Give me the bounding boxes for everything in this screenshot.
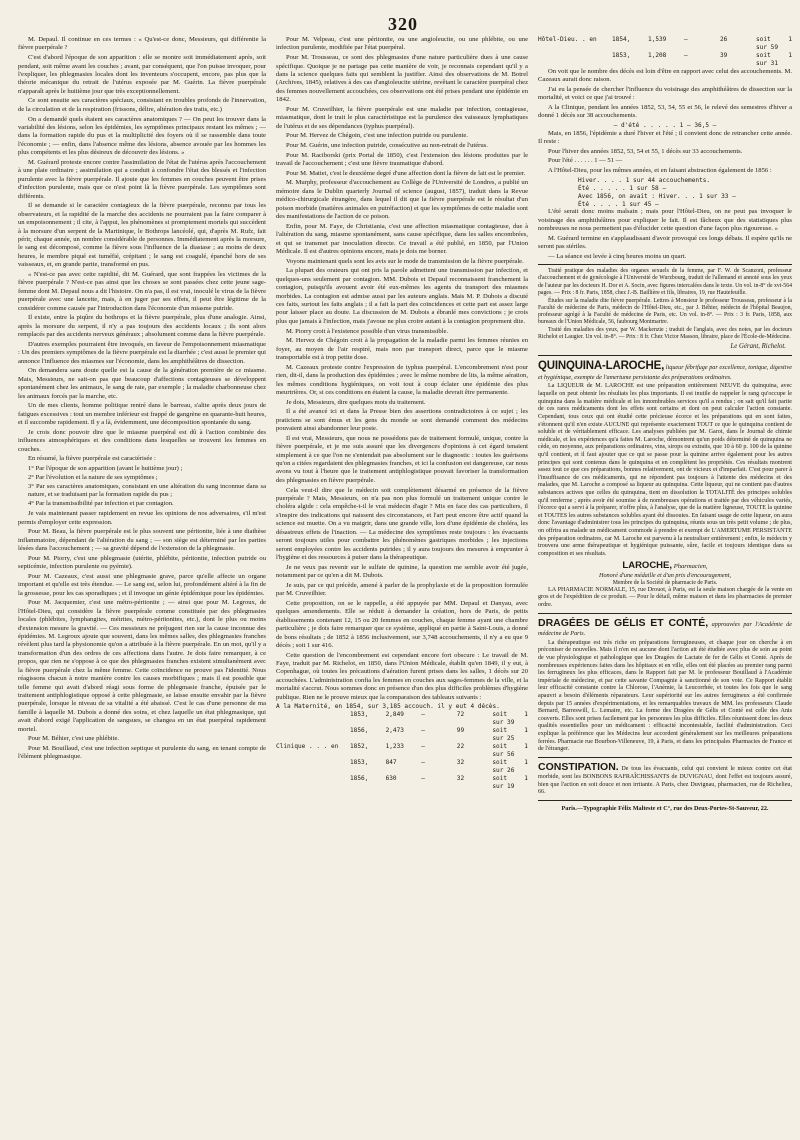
left-paragraphs-2 <box>18 510 266 762</box>
stats-births: 1,208 <box>648 51 667 59</box>
stats-label <box>276 711 350 727</box>
paragraph: Pour M. Guérin, une infection putride, consécutive au non-retrait de l'utérus. <box>286 142 488 149</box>
ad-quinquina-subtitle: liqueur fébrifuge par excellence, tonique, digestive et hygiénique, exempte de l'amertume persistante des préparations ordinaires. <box>538 364 792 381</box>
gerant-signature: Le Gérant, Richelot. <box>730 343 786 351</box>
ad-quinquina-name: LAROCHE, <box>622 559 673 571</box>
stats-ratio: soit 1 sur 39 <box>492 711 528 727</box>
paragraph: J'ai eu la pensée de chercher l'influence du voisinage des amphithéâtres de dissection sur la mortalité, et voici ce que j'ai trouvé : <box>538 85 792 102</box>
paragraph: Pour M. Cruveilhier, la fièvre puerpérale est une maladie par infection, contagieuse, miasmatique, dont le trait le plus caractéristique est la purulence des vaisseaux lymphatiques de l'utérus et de ses dépendances (typhus puerpéral). <box>276 105 528 130</box>
paragraph: Il existe, entre la piqûre du bothrops et la fièvre puerpérale, plus d'une analogie. Ainsi, après la morsure du serpent, il n'y a pas toujours des accidents locaux ; ils sont alors remplacés par des accidents nerveux généraux ; absolument comme dans la fièvre puerpérale. <box>18 314 266 339</box>
left-column <box>18 36 266 1118</box>
stats-ratio: soit 1 sur 59 <box>756 36 792 51</box>
paragraph: Mais, en 1856, l'épidémie a duré l'hiver et l'été ; il convient donc de retrancher cette année. Il reste : <box>538 129 792 146</box>
stats-line: Été . . . . 1 sur 45 — <box>578 200 659 208</box>
paragraph: Il est vrai, Messieurs, que nous ne possédons pas de traitement formulé, unique, contre la fièvre puerpérale, et je me suis assuré que les divergences d'opinions à cet égard tenaient simplement à ce que l'on ne s'entendait pas absolument sur le diagnostic : toutes les guérisons qu'on a citées regardaient des phlegmasies franches, et ici la confusion est dangereuse, car nous avons vu tout à l'heure que le traitement antiphlogistique pouvait favoriser la transformation des phlegmasies en fièvre puerpérale. <box>276 434 528 484</box>
ad-constipation-body: De tous les évacuants, celui qui convient le mieux contre cet état morbide, sont les BONBONS RAFRAÎCHISSANTS de DUVIGNAU, dont l'effet est toujours assuré, bien que l'action en soit douce et non irritante. A Paris, chez Duvignau, pharmacien, rue de Richelieu, 66. <box>538 765 792 796</box>
paragraph: Cette proposition, on se le rappelle, a été appuyée par MM. Depaul et Danyau, avec quelques amendements. Elle se réduit à demander la création, hors de Paris, de petits établissements contenant 12, 15 ou 20 femmes en couches, chaque femme ayant une chambre particulière ; je dois faire remarquer que ce système, appliqué en partie à Saint-Louis, a donné de bons résultats ; de 1852 à 1856 inclusivement, sur 3,748 accouchements, il n'y a eu que 9 décès ; soit 1 sur 416. <box>276 599 528 649</box>
paragraph: A la Clinique, pendant les années 1852, 53, 54, 55 et 56, le relevé des semestres d'hiver a donné 1 décès sur 38 accouchements. <box>538 103 792 120</box>
stats-deaths: 32 <box>456 758 465 766</box>
stats-births: 2,849 <box>385 711 404 719</box>
paragraph: M. Guérard termine en s'applaudissant d'avoir provoqué ces longs débats. Il espère qu'ils ne seront pas stériles. <box>538 234 792 251</box>
ete-line: — d'été . . . . . 1 — 36,5 — <box>613 121 717 129</box>
paragraph: Pour M. Mattei, c'est le deuxième degré d'une affection dont la fièvre de lait est le premier. <box>286 169 526 177</box>
stats-row <box>276 759 528 775</box>
stats-row <box>538 52 792 68</box>
stats-row <box>276 727 528 743</box>
paragraph: Pour M. Beau, la fièvre puerpérale est le plus souvent une péritonite, liée à une diathèse inflammatoire, dépendant de l'altération du sang ; — son siège est déterminé par les parties lésées dans l'accouchement ; — sa gravité dépend de l'extension de la phlegmasie. <box>18 528 266 552</box>
paragraph: Pour M. Trousseau, ce sont des phlegmasies d'une nature particulière dues à une cause spécifique. Quoique je ne partage pas cette manière de voir, je reconnais cependant qu'il y a dans la science quelques faits qui semblent la justifier. Ainsi des observations de M. Botrel (Archives, 1845), relatives à des cas d'angioleucite utérine, revêtant le caractère puerpéral chez des femmes nouvellement accouchées, ces observations ont été prises pendant une épidémie en 1842. <box>276 54 528 104</box>
paragraph: M. Piorry croit à l'existence possible d'un virus transmissible. <box>286 327 449 335</box>
stats-ratio: soit 1 sur 25 <box>492 727 528 743</box>
stats-label: Hôtel-Dieu. . en <box>538 36 597 43</box>
page-number: 320 <box>388 14 418 34</box>
ad-quinquina-honor: Honoré d'une médaille et d'un prix d'encouragement, <box>599 571 731 579</box>
stats-births: 847 <box>385 758 397 766</box>
summary-list <box>18 465 266 509</box>
stats-rows <box>276 711 528 790</box>
left-paragraphs <box>18 36 266 464</box>
paragraph: L'été serait donc moins malsain ; mais pour l'Hôtel-Dieu, on ne peut pas invoquer le voisinage des amphithéâtres pour expliquer le fait. Il est fâcheux que des statistiques plus nombreuses ne nous permettent pas d'élucider cette question d'une façon plus rigoureuse. » <box>538 208 792 233</box>
paragraph: Pour M. Hervez de Chégoin, c'est une infection putride ou purulente. <box>286 132 468 140</box>
paragraph: Traité pratique des maladies des organes sexuels de la femme, par F. W. de Scanzoni, professeur d'accouchement et de gynécologie à l'Université de Wurzbourg, traduit de l'allemand et annoté sous les yeux de l'auteur par les docteurs H. Dor et A. Socin, avec figures intercalées dans le texte. Un vol. in-8° de xvi-564 pages. — Prix : 8 fr. Paris, 1858, chez J.-B. Baillière et fils, libraires, 19, rue Hautefeuille. <box>538 268 792 296</box>
paragraph: Un de mes clients, homme politique rentré dans le barreau, s'alite après deux jours de fatigues excessives : tout un membre inférieur est frappé de gangrène en quarante-huit heures, et il succombe rapidement. Il y a là, évidemment, une décomposition spontanée du sang. <box>18 402 266 427</box>
stats-deaths: 99 <box>456 727 465 735</box>
stats-dash: — <box>684 36 688 43</box>
stats-year: 1854, <box>612 36 631 43</box>
ad-constipation-title: CONSTIPATION. <box>538 760 619 773</box>
paragraph: Pour M. Bouillaud, c'est une infection septique et purulente du sang, en tenant compte de l'élément phlegmasique. <box>18 745 266 761</box>
ad-dragees <box>538 617 792 754</box>
ad-quinquina-title: QUINQUINA-LAROCHE, <box>538 360 665 373</box>
hotel-dieu-seasonal-stats <box>538 177 792 209</box>
stats-label <box>276 759 350 775</box>
ad-dragees-title: DRAGÉES DE GÉLIS ET CONTÉ, <box>538 616 709 629</box>
paragraph: — La séance est levée à cinq heures moins un quart. <box>548 252 687 260</box>
ad-quinquina-body: La LIQUEUR de M. LAROCHE est une préparation entièrement NEUVE du quinquina, avec laquelle on peut obtenir les résultats les plus importants. Il est inutile de rappeler le rang qu'occupe le quinquina dans la matière médicale et les innombrables services qu'il a rendus ; on sait qu'il fait partie de ces rares médicaments dont les effets sont certains et dont on peut calculer l'action constante. Cependant, tous ceux qui ont étudié cette précieuse écorce et les préparations qui en sont faites, s'étonnent qu'il n'en existe AUCUNE qui représente exactement TOUT ce que le quinquina contient de soluble et de véritablement efficace. Les analyses publiées par M. Garot, dans le Journal de chimie médicale, et les expériences qu'a faites M. Laroche, démontrent qu'un poids déterminé de quinquina ne cède, en moyenne, aux préparations ordinaires, vins, sirops ou extraits, que 10 à 60 p. 100 de la quinine qu'il contient, et il faut ajouter que ce qui se passe pour la quinine arrive également pour les autres principes qui sont contenus dans le quinquina et en complètent les propriétés. Ces résultats montrent assez tout ce que ces préparations, bonnes relativement, ont de vicieux et d'imparfait. C'est pour parer à l'insuffisance de ces médicaments, qui ne répondent pas toujours à l'attente des médecins et des malades, que M. Laroche a composé sa liqueur au quinquina. Cette liqueur, qui ne contient pas d'autres substances actives que celles du quinquina, tient en dissolution la TOTALITÉ des principes solubles qu'il renferme ; après avoir été soumise à de nombreuses opérations et traitée par des véhicules variés, l'écorce qui a servi à la préparer, n'offre plus, à l'analyse, que de la matière ligneuse, TOUTE la quinine et TOUTES les autres substances solubles ayant été dissoutes. En faisant usage de cette liqueur, on aura donc l'avantage d'administrer tous les principes du quinquina, réunis sous un très petit volume ; de plus, on offrira au malade un médicament commode à prendre et exempt de L'AMERTUME PERSISTANTE des préparation ordinaires, car M. Laroche est parvenu à la neutraliser entièrement ; enfin, le médecin y trouvera une arme thérapeutique et hygiénique puissante, sûre, facile et toujours identique dans sa composition et ses résultats. <box>538 383 792 557</box>
list-item: 3° Par ses caractères anatomiques, consistant en une altération du sang inconnue dans sa nature, et se traduisant par la formation rapide du pus ; <box>28 482 266 499</box>
stats-intro: A la Maternité, en 1854, sur 3,185 accouch. il y eut 4 décès. <box>276 703 500 711</box>
maternite-stats <box>276 703 528 790</box>
divider <box>538 264 792 265</box>
stats-ratio: soit 1 sur 31 <box>756 51 792 67</box>
stats-line: Avec 1856, on avait : Hiver. . . 1 sur 33 — <box>578 192 736 200</box>
paragraph: On a demandé quels étaient ses caractères anatomiques ? — On peut les trouver dans la variabilité des lésions, selon les épidémies, les symptômes principaux restant les mêmes ; — dans la formation rapide du pus et la multiplicité des foyers où il se rassemble dans toute l'économie ; — enfin, dans l'absence même des lésions, absence avouée par les hommes les plus compétents et les plus désireux de découvrir des lésions. » <box>18 115 266 157</box>
paragraph: A l'Hôtel-Dieu, pour les mêmes années, et en faisant abstraction également de 1856 : <box>548 167 772 175</box>
ad-quinquina-address: LA PHARMACIE NORMALE, 15, rue Drouot, à Paris, est la seule maison chargée de la vente en gros et de l'expédition de ce produit. — Pour le détail, même maison et dans les pharmacies de premier ordre. <box>538 586 792 609</box>
columns <box>18 36 792 1118</box>
stats-year: 1853, <box>612 51 631 59</box>
paragraph: La plupart des orateurs qui ont pris la parole admettent une transmission par infection, et quelques-uns seulement par contagion. MM. Dubois et Depaul reconnaissent franchement la contagion, puisqu'ils avouent avoir été eux-mêmes les agents du transport des miasmes morbides. La contagion est admise aussi par les auteurs anglais. Mais M. P. Dubois a discuté ces faits, surtout les faits anglais ; il a fait la part des coïncidences et cette part est assez large pour laisser place au doute. La discussion de M. Dubois a ébranlé mes convictions ; je crois plus que jamais à l'infection, mais j'avoue ne plus croire autant à la contagion proprement dite. <box>276 267 528 325</box>
paragraph: On demandera sans doute quelle est la cause de la génération première de ce miasme. Mais, Messieurs, ne sait-on pas que beaucoup d'affections contagieuses se développent spontanément chez les animaux, le sang de rate, par exemple ; la maladie charbonneuse chez les animaux forcés par la marche, etc. <box>18 367 266 400</box>
stats-line: Hiver. . . . 1 sur 44 accouchements. <box>578 176 711 184</box>
printer-footer: Paris.—Typographie Félix Malteste et C°, rue des Deux-Portes-St-Sauveur, 22. <box>561 804 769 812</box>
stats-deaths: 22 <box>456 742 465 750</box>
paragraph: M. Hervez de Chégoin croit à la propagation de la maladie parmi les femmes réunies en foyer, au moyen de l'air respiré, mais non par transport direct, parce que le miasme transportable est à trop petite dose. <box>276 337 528 361</box>
divider-double <box>538 757 792 758</box>
paragraph: Cela veut-il dire que le médecin soit complètement désarmé en présence de la fièvre puerpérale ? Mais, Messieurs, on n'a pas non plus formulé un traitement unique contre le choléra algide : cela empêche-t-il le vrai médecin d'agir ? Mis en face des cas particuliers, il s'inspire des indications qui naissent des circonstances, et l'art peut encore être actif quand la science est muette. On a vu maigrir, dans une grande ville, lors d'une épidémie de choléra, les désastreux effets de l'inaction. — La médecine des symptômes reste toujours : les évacuants seront toujours utiles pour combattre les phénomènes gastriques morbides ; les injections seront employées contre les accidents putrides ; il y aura toujours des mesures à emprunter à l'hygiène et des ressources à puiser dans la thérapeutique. <box>276 486 528 561</box>
stats-dash: — <box>421 711 425 719</box>
list-item: 1° Par l'époque de son apparition (avant le huitième jour) ; <box>28 464 183 472</box>
paragraph: Ce sont ensuite ses caractères spéciaux, consistant en troubles profonds de l'innervation, de la circulation et de la respiration (frissons, délire, altération des traits, etc.) <box>18 97 266 113</box>
paragraph: Pour M. Cazeaux, c'est aussi une phlegmasie grave, parce qu'elle affecte un organe important et qu'elle est très étendue. — Le sang est, selon lui, profondément altéré à la fin de la grossesse, pour les cas sporadiques ; et il invoque un génie épidémique pour les épidémies. <box>18 572 266 597</box>
stats-ratio: soit 1 sur 19 <box>492 774 528 790</box>
paragraph: On voit que le nombre des décès est loin d'être en rapport avec celui des accouchements. M. Cazeaux aurait donc raison. <box>538 67 792 84</box>
stats-year: 1856, <box>350 727 369 735</box>
paragraph: « N'est-ce pas avec cette rapidité, dit M. Guérard, que sont frappées les victimes de la fièvre puerpérale ? N'est-ce pas ainsi que les choses se sont passées chez cette jeune sage-femme dont M. Depaul nous a dit l'histoire. On n'a pas, il est vrai, inoculé le virus de la fièvre puerpérale avec une lancette, mais, à en juger par ses effets, il peut être légitime de la considérer comme causée par l'introduction dans l'économie d'un miasme putride. <box>18 270 266 312</box>
ad-quinquina <box>538 359 792 610</box>
paragraph: Enfin, pour M. Faye, de Christiania, c'est une affection miasmatique contagieuse, due à l'altération du sang, miasme spontanément, sans cause spécifique, dans les salles encombrées, et qui se transmet par inoculation directe. Ce travail a été publié, en 1850, par l'Union Médicale. Il est d'autres opinions encore, mais je dois me borner. <box>276 222 528 255</box>
stats-dash: — <box>421 774 425 782</box>
paragraph: Traité des maladies des yeux, par W. Mackenzie ; traduit de l'anglais, avec des notes, par les docteurs Richelot et Laugier. Un vol. in-8°. — Prix : 8 fr. Chez Victor Masson, libraire, place de l'École-de-Médecine. <box>538 327 792 341</box>
paragraph: C'est d'abord l'époque de son apparition : elle se montre soit immédiatement après, soit pendant, soit même avant les couches ; avant, par conséquent, que l'on puisse invoquer, pour l'expliquer, les phlegmasies locales dont les inventeurs s'occupent, encore, pas plus que la théorie mécanique du retrait de l'utérus exposée par M. Guérin. La fièvre puerpérale n'apparaît après le huitième jour que très exceptionnellement. <box>18 54 266 95</box>
right-paragraphs-2 <box>538 130 792 176</box>
paragraph: M. Depaul. Il continue en ces termes : « Qu'est-ce donc, Messieurs, qui différentie la fièvre puerpérale ? <box>18 36 266 52</box>
paragraph: Pour M. Raciborski (prix Portal de 1850), c'est l'extension des lésions produites par le travail de l'accouchement ; c'est une fièvre traumatique d'abord. <box>276 151 528 168</box>
stats-label <box>538 52 612 68</box>
stats-label: Clinique . . . en <box>276 742 339 750</box>
divider-double <box>538 613 792 614</box>
right-paragraphs-1 <box>538 68 792 121</box>
stats-row <box>276 743 528 759</box>
paragraph: Pour M. Velpeau, c'est une péritonite, ou une angioleucite, ou une phlébite, ou une infection purulente, modifiée par l'état puerpéral. <box>276 36 528 52</box>
hotel-dieu-stats <box>538 36 792 68</box>
middle-paragraphs <box>276 36 528 702</box>
paragraph: M. Cazeaux proteste contre l'expression de typhus puerpéral. L'encombrement n'est pour rien, dit-il, dans la production des épidémies ; avec le même nombre de lits, la même aération, les mêmes conditions hygiéniques, on voit tout à coup éclater une épidémie des plus meurtrières. Or, si ces conditions en étaient la cause, la maladie devrait être permanente. <box>276 363 528 396</box>
paragraph: Je crois donc pouvoir dire que le miasme puerpéral est dû à l'action combinée des influences atmosphériques et des conditions dans lesquelles se trouvent les femmes en couches. <box>18 428 266 453</box>
stats-row <box>276 775 528 791</box>
paragraph: Il a été avancé ici et dans la Presse bien des assertions contradictoires à ce sujet ; les praticiens se sont émus et les gens du monde se sont demandé comment des médecins pouvaient ainsi abandonner leur poste. <box>276 408 528 433</box>
middle-column <box>276 36 528 1118</box>
stats-ratio: soit 1 sur 56 <box>492 742 528 758</box>
ad-constipation <box>538 761 792 797</box>
stats-births: 1,539 <box>648 36 667 43</box>
stats-label <box>276 775 350 791</box>
stats-row <box>538 36 792 52</box>
divider-double <box>538 355 792 356</box>
paragraph: Il se demande si le caractère contagieux de la fièvre puerpérale, reconnu par tous les observateurs, et la rapidité de la marche des accidents ne pourraient pas la faire comparer à un empoisonnement ; il cite, à l'appui, les phénomènes si promptement mortels qui succèdent à la morsure d'un serpent de la Martinique, le Bothrops lancéolé, qui, d'après M. Rufz, fait périr, chaque année, un nombre considérable de personnes. Immédiatement après la morsure, le sang est décomposé, comme la fièvre sous l'influence de la diastase ; au moins de deux heures, le membre piqué est tuméfié, crépitant ; le sang est coagulé, épanché hors de ses vaisseaux, et, en grande partie, transformé en pus. <box>18 202 266 269</box>
stats-year: 1853, <box>350 758 369 766</box>
paragraph: Cette question de l'encombrement est cependant encore fort obscure : Le travail de M. Faye, traduit par M. Richelot, en 1850, dans l'Union Médicale, établit qu'en 1849, il y eut, à Copenhague, où toutes les précautions d'aération furent prises dans les salles, 1 décès sur 20 accouchées. L'administration confia les femmes en couches aux sages-femmes de la ville, et la mortalité s'accrut. Nous sommes donc en présence d'un des plus difficiles problèmes d'hygiène publique. Rien ne le prouve mieux que la comparaison des tableaux suivants : <box>276 651 528 701</box>
paragraph: D'autres exemples pourraient être invoqués, en faveur de l'empoisonnement miasmatique : Un des premiers symptômes de la fièvre puerpérale est la diarrhée ; c'est aussi le premier qui annonce l'influence des miasmes sur l'économie, dans les amphithéâtres de dissection. <box>18 340 266 365</box>
stats-ratio: soit 1 sur 26 <box>492 758 528 774</box>
paragraph: Je ne veux pas revenir sur le sulfate de quinine, la question me semble avoir été jugée, notamment par ce qu'en a dit M. Dubois. <box>276 563 528 580</box>
stats-births: 2,473 <box>385 727 404 735</box>
stats-births: 1,233 <box>385 742 404 750</box>
paragraph: En résumé, la fièvre puerpérale est caractérisée : <box>28 455 156 463</box>
right-paragraphs-3 <box>538 208 792 261</box>
right-column <box>538 36 792 1118</box>
divider <box>538 800 792 801</box>
paragraph: Pour M. Jacquemier, c'est une métro-péritonite ; — ainsi que pour M. Legroux, de l'Hôtel-Dieu, qui considère la fièvre puerpérale comme constituée par des phlegmasies locales (phlébites, lymphangites, métrites, métro-péritonites, etc.), dont le plus ou moins d'extension mesure la gravité. — Ces messieurs ne préjugent rien sur la cause inconnue des épidémies. M. Legroux ajoute que souvent, dans les mêmes salles, des phlegmasies franches révèlent plus tard la physionomie qu'on a attribuée à la fièvre puerpérale. En un mot, qu'il y a transformation d'un des ordres de ces affections dans l'autre. Je dois faire remarquer, à ce propos, que rien ne s'oppose à ce que des phlegmasies franches existent simultanément avec la fièvre puerpérale chez la même femme. Cette coïncidence ne prouve pas l'identité. Nous réagissons chacun à notre manière contre les causes morbifiques ; mais il est possible que telle femme qui avait d'abord réagi sous forme de phlegmasie franche, épuisée par le traitement antiphlogistique opposé à cette phlegmasie, se laisse ensuite envahir par la fièvre puerpérale, lorsque le niveau de sa vitalité a été abaissé. C'est le cas d'une personne de ma famille à laquelle M. Dubois a donné des soins, et chez laquelle un état phlegmasique, qui avait d'abord exigé l'application de sangsues, se changea en un état puerpéral rapidement mortel. <box>18 599 266 733</box>
stats-year: 1852, <box>350 742 369 750</box>
book-notices <box>538 268 792 341</box>
ad-quinquina-role: Pharmacien, <box>673 562 708 570</box>
paragraph: Je dois, Messieurs, dire quelques mots du traitement. <box>286 398 426 406</box>
stats-dash: — <box>684 51 688 59</box>
paragraph: Études sur la maladie dite fièvre puerpérale. Lettres à Monsieur le professeur Trousseau, professeur à la Faculté de médecine de Paris, médecin de l'Hôtel-Dieu, etc., par J. Béhier, médecin de l'hôpital Beaujon, professeur agrégé à la Faculté de médecine de Paris, etc. Un vol. in-8°. — Prix : 3 fr. Paris, 1858, aux bureaux de l'Union Médicale, 56, faubourg Montmartre. <box>538 297 792 326</box>
stats-row <box>276 711 528 727</box>
stats-deaths: 26 <box>720 36 728 43</box>
paragraph: Pour M. Béhier, c'est une phlébite. <box>28 735 120 743</box>
stats-year: 1856, <box>350 774 369 782</box>
list-item: 4° Par la transmissibilité par infection et par contagion. <box>28 500 174 508</box>
stats-dash: — <box>421 727 425 735</box>
list-item: 2° Par l'évolution et la nature de ses symptômes ; <box>28 473 158 481</box>
paragraph: Voyons maintenant quels sont les avis sur le mode de transmission de la fièvre puerpérale. <box>286 257 524 265</box>
paragraph: Je vais maintenant passer rapidement en revue les opinions de nos adversaires, s'il m'est permis d'employer cette expression. <box>18 510 266 526</box>
paragraph: Pour l'hiver des années 1852, 53, 54 et 55, 1 décès sur 33 accouchements. <box>548 147 743 155</box>
stats-year: 1853, <box>350 711 369 719</box>
ad-dragees-subtitle: approuvées par l'Académie de médecine de Paris. <box>538 620 792 638</box>
paragraph: Pour l'été . . . . . . 1 — 51 — <box>548 157 623 165</box>
ad-dragees-body: La thérapeutique est très riche en préparations ferrugineuses, et chaque jour on cherche à en préconiser de nouvelles. Mais il n'en est aucune dont l'action ait été étudiée avec plus de soin au point de vue physiologique et pathologique que les Dragées de Lactate de fer de Gélis et Conté. Après de nombreuses expériences faites dans les hôpitaux et en ville, elles ont été placées au premier rang parmi les ferrugineux les plus efficaces, dans le Rapport fait par M. le professeur Bouillaud à l'Académie impériale de médecine, et par cette savante Compagnie à sanctionné de son vote. Ce Rapport établit leur efficacité constante contre la Chlorose, l'Anémie, la Leucorrhée, et toutes les fois que le sang apauvri a besoin d'éléments réparateurs. Leur supériorité sur les autres ferrugineux a été confirmée depuis par 15 années d'expérimentations, et les remarquables travaux de MM. les professeurs Claude Bernard, Barreswill, L. Lemaire, etc. La forme des Dragées de Gélis et Conté est celle des Anis couverts. Elles sont prises facilement par les personnes les plus difficiles. Elles réunissent donc les deux qualités essentielles pour un médicament : efficacité incontestable, facilité d'administration. Ceci explique la préférence que les Médecins leur accordent généralement sur les meilleures préparations ferrées. Pharmacie rue Bourbon-Villeneuve, 19, à Paris, et dans les principales Pharmacies de France et de l'étranger. <box>538 639 792 753</box>
paragraph: Je suis, par ce qui précède, amené à parler de la prophylaxie et de la proposition formulée par M. Cruveilhier. <box>276 581 528 598</box>
ad-quinquina-member: Membre de la Société de pharmacie de Paris. <box>612 579 718 586</box>
stats-births: 630 <box>385 774 397 782</box>
paragraph: M. Murphy, professeur d'accouchement au Collège de l'Université de Londres, a publié un mémoire dans le Dublin quarterly Journal of science (august, 1857), traduit dans la Revue médico-chirurgicale étrangère, dans lequel il dit que la fièvre puerpérale est le résultat d'un poison morbide (matières animales en putréfaction) et que les symptômes de cette maladie sont des manifestations de l'action de ce poison. <box>276 179 528 221</box>
stats-line: Été . . . . . 1 sur 58 — <box>578 184 667 192</box>
stats-label <box>276 727 350 743</box>
stats-deaths: 39 <box>720 51 728 59</box>
stats-dash: — <box>421 758 425 766</box>
stats-deaths: 32 <box>456 774 465 782</box>
paragraph: M. Guérard proteste encore contre l'assimilation de l'état de l'utérus après l'accouchement à une plaie ordinaire ; assimilation qui a conduit à confondre l'état des blessés et l'infection purulente avec la fièvre puerpérale. Il ajoute que les femmes en couches peuvent être prises d'infection purulente, mais que ce n'est point là la fièvre puerpérale. Les symptômes sont différents. <box>18 158 266 200</box>
stats-deaths: 72 <box>456 711 465 719</box>
stats-dash: — <box>421 742 425 750</box>
paragraph: Pour M. Piorry, c'est une phlegmasie (utérite, phlébite, péritonite, infection putride ou septicémie, infection purulente ou pyémie). <box>18 554 266 571</box>
